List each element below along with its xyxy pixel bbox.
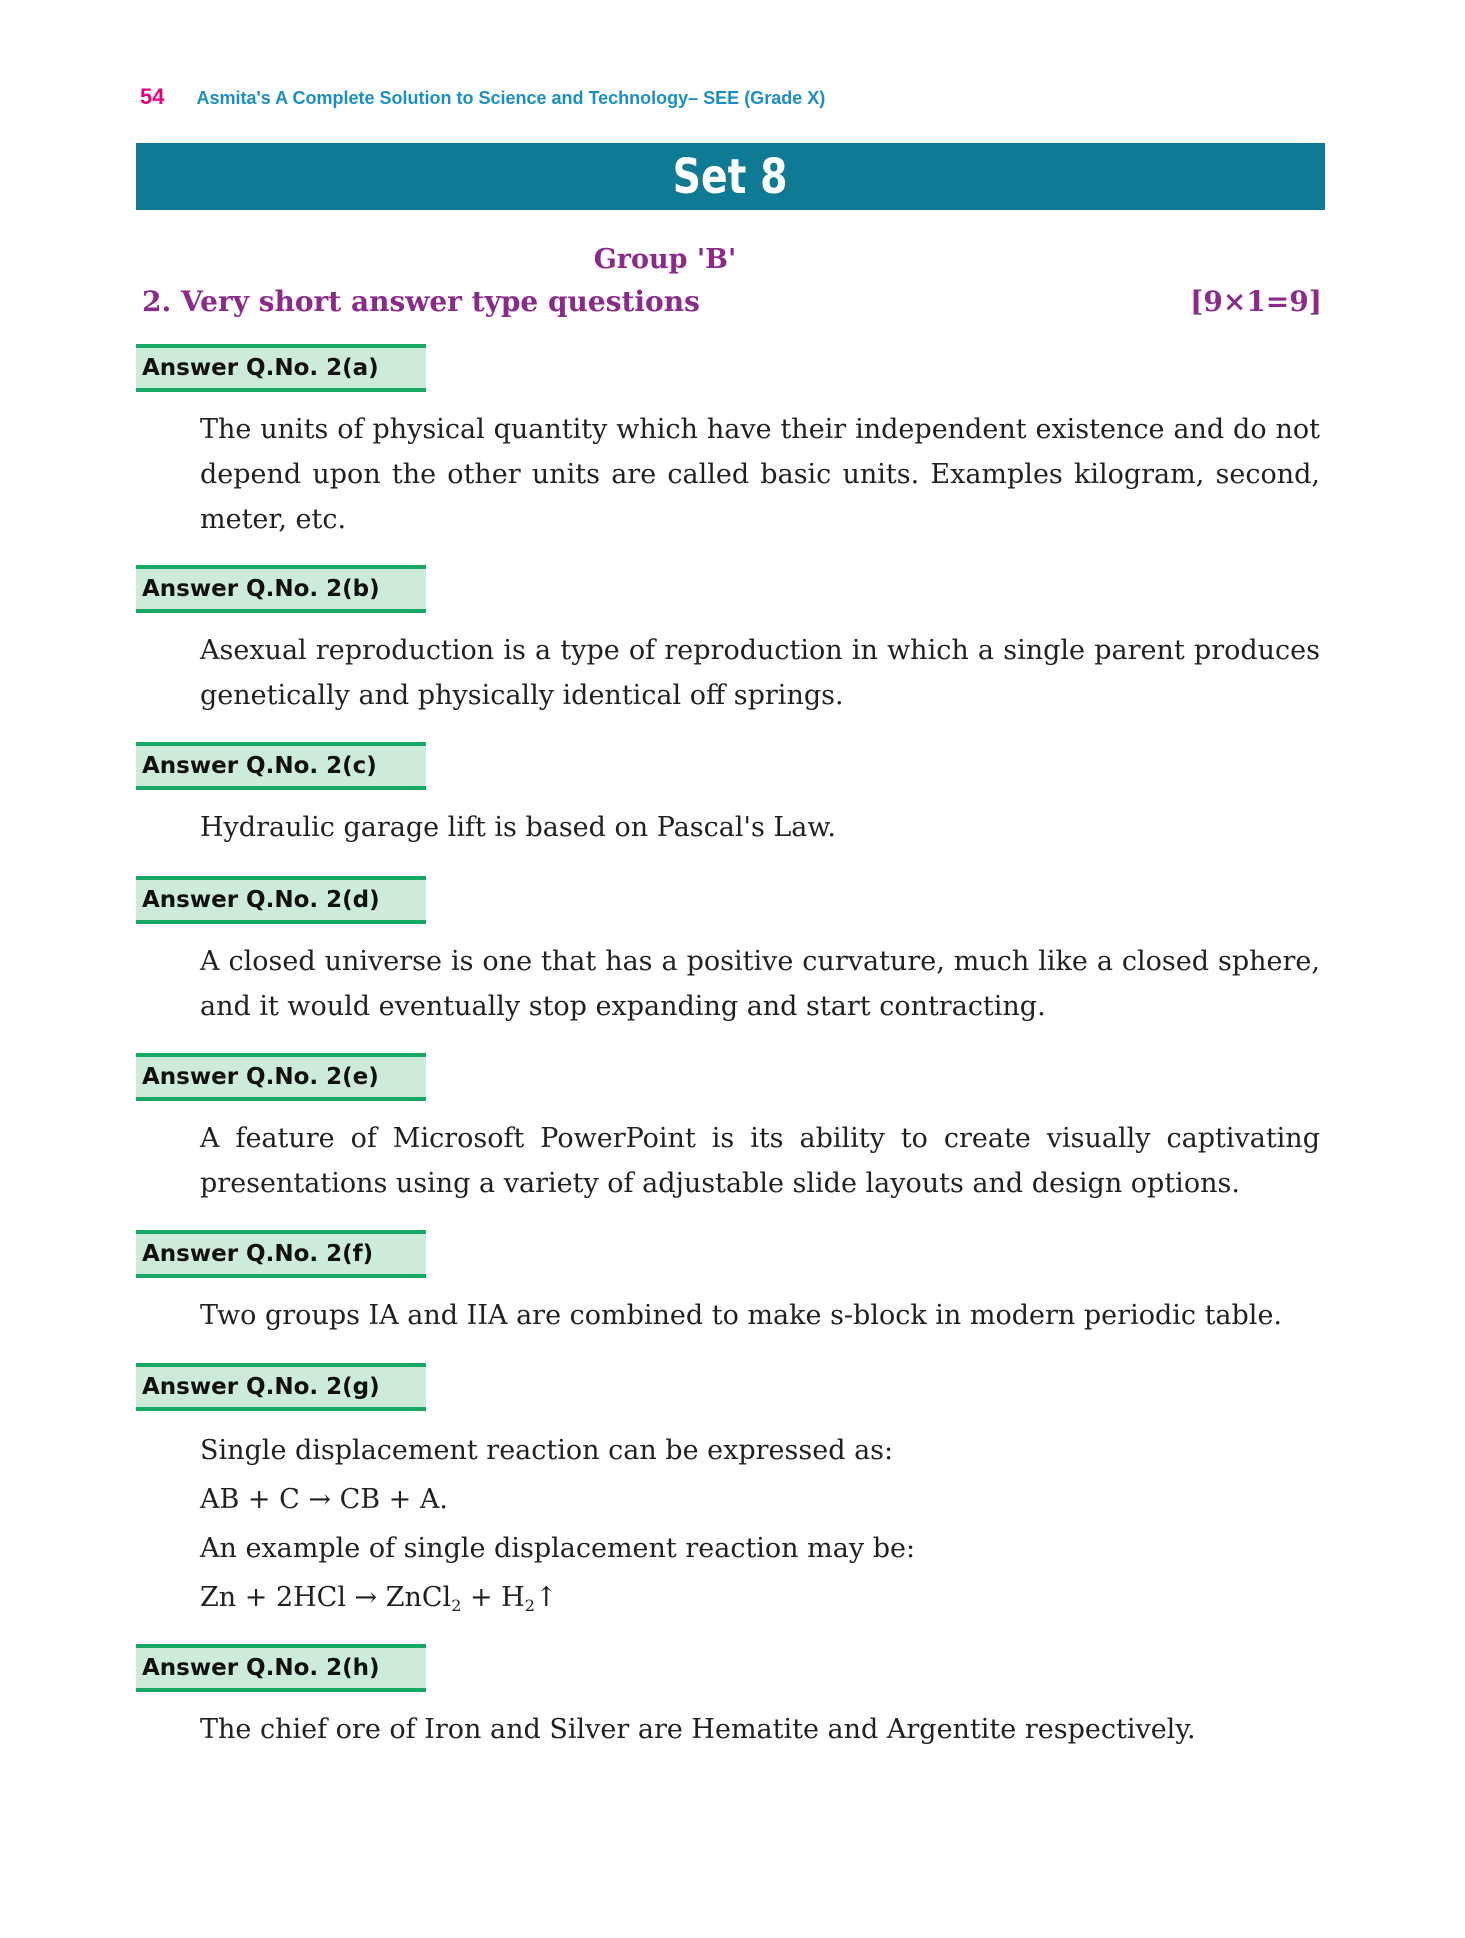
group-title: Group 'B' [593, 244, 737, 275]
answer-label-2d: Answer Q.No. 2(d) [136, 876, 426, 924]
up-arrow-icon: ↑ [534, 1582, 558, 1613]
answer-label-2g: Answer Q.No. 2(g) [136, 1363, 426, 1411]
eq2-sub2: 2 [524, 1596, 535, 1615]
answer-2g-equation2 [200, 1573, 1320, 1630]
answer-label-2f: Answer Q.No. 2(f) [136, 1230, 426, 1278]
answer-text-2c: Hydraulic garage lift is based on Pascal's Law. [200, 812, 836, 843]
section-heading [142, 285, 1322, 318]
answer-label-2b: Answer Q.No. 2(b) [136, 565, 426, 613]
answer-label-2a: Answer Q.No. 2(a) [136, 344, 426, 392]
page-number: 54 [140, 84, 165, 109]
answer-text-2b: Asexual reproduction is a type of reproduction in which a single parent produces genetically and physically identical off springs. [200, 635, 1320, 711]
set-title-bar [136, 143, 1325, 210]
answer-text-2f: Two groups IA and IIA are combined to make s-block in modern periodic table. [200, 1300, 1283, 1331]
set-title: Set 8 [673, 148, 788, 205]
answer-text-2d: A closed universe is one that has a positive curvature, much like a closed sphere, and it would eventually stop expanding and start contracting. [200, 946, 1320, 1022]
answer-2g-line2: An example of single displacement reaction may be: [200, 1533, 916, 1564]
eq2-sub1: 2 [451, 1596, 462, 1615]
eq2-part2: + H [461, 1582, 525, 1613]
answer-2g-line1: Single displacement reaction can be expressed as: [200, 1435, 894, 1466]
answer-text-2h: The chief ore of Iron and Silver are Hematite and Argentite respectively. [200, 1714, 1196, 1745]
page-header [140, 84, 825, 114]
answer-text-2g [200, 1426, 1320, 1630]
book-title: Asmita's A Complete Solution to Science and Technology– SEE (Grade X) [196, 88, 826, 108]
answer-label-2c: Answer Q.No. 2(c) [136, 742, 426, 790]
answer-text-2a: The units of physical quantity which have their independent existence and do not depend upon the other units are called basic units. Examples kilogram, second, meter, etc. [200, 414, 1320, 535]
answer-text-2e: A feature of Microsoft PowerPoint is its ability to create visually captivating presentations using a variety of adjustable slide layouts and design options. [200, 1123, 1320, 1199]
answer-label-2h: Answer Q.No. 2(h) [136, 1644, 426, 1692]
section-title: 2. Very short answer type questions [142, 285, 700, 318]
answer-2g-equation1: AB + C → CB + A. [200, 1484, 448, 1515]
section-marks: [9×1=9] [1190, 285, 1322, 318]
answer-label-2e: Answer Q.No. 2(e) [136, 1053, 426, 1101]
eq2-part1: Zn + 2HCl → ZnCl [200, 1582, 452, 1613]
